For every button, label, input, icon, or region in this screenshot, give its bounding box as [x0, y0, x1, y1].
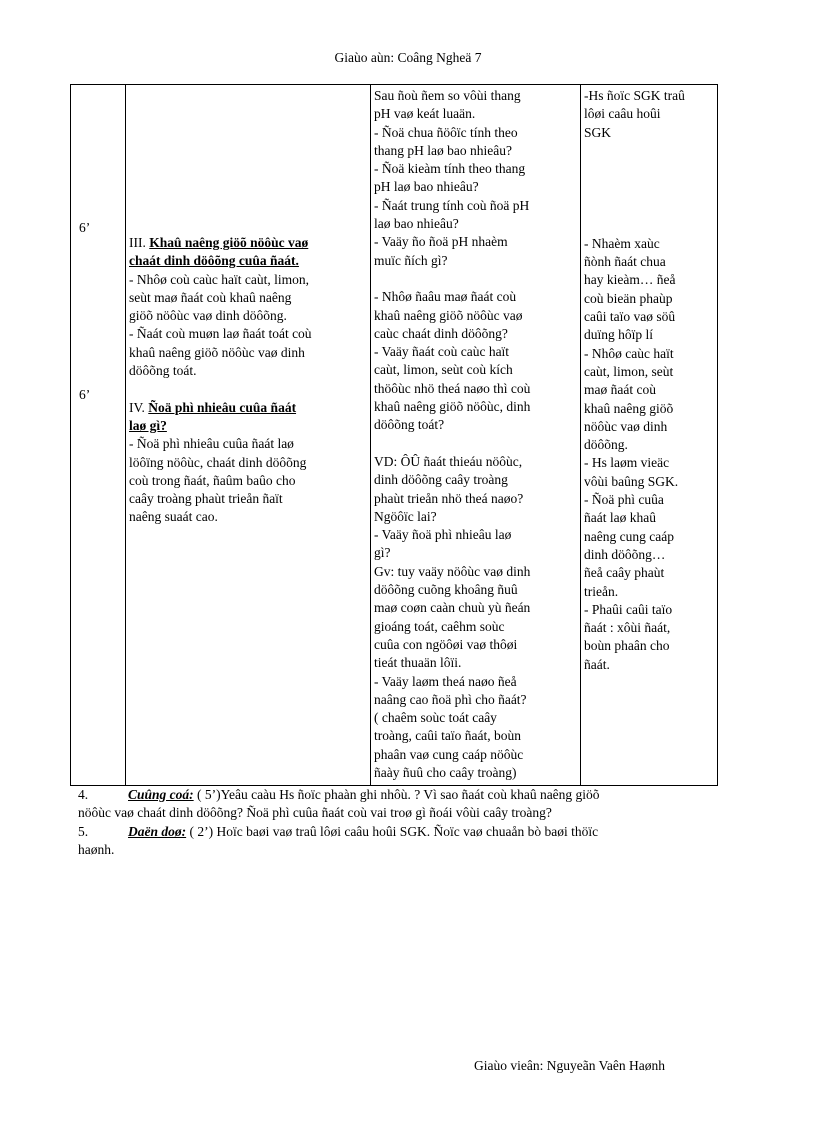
- student-line: coù bieän phaùp: [584, 290, 673, 306]
- student-line: nöôùc vaø dinh: [584, 418, 668, 434]
- note-item-4-cont: nöôùc vaø chaát dinh döôõng? Ñoä phì cuûa ñaát coù vai troø gì ñoái vôùi caây troàng?: [78, 805, 552, 821]
- content-line: - Nhôø coù caùc haït caùt, limon,: [129, 271, 309, 287]
- student-line: - Nhaèm xaùc: [584, 235, 660, 251]
- teacher-line: troàng, caûi taïo ñaát, boùn: [374, 728, 521, 744]
- student-line: caùt, limon, seùt: [584, 363, 674, 379]
- student-line: khaû naêng giöõ: [584, 400, 674, 416]
- content-line: - Ñoä phì nhieâu cuûa ñaát laø: [129, 436, 294, 452]
- teacher-line: ñaày ñuû cho caây troàng): [374, 764, 517, 780]
- student-line: dinh döôõng…: [584, 546, 666, 562]
- note-item-5-cont: haønh.: [78, 841, 115, 857]
- lesson-table: [70, 84, 718, 786]
- content-line: seùt maø ñaát coù khaû naêng: [129, 289, 292, 305]
- teacher-line: VD: ÔÛ ñaát thieáu nöôùc,: [374, 453, 523, 469]
- student-line: maø ñaát coù: [584, 382, 656, 398]
- note-text: ( 5’)Yeâu caàu Hs ñoïc phaàn ghi nhôù. ? Vì sao ñaát coù khaû naêng giöõ: [193, 787, 600, 802]
- student-line: - Phaûi caûi taïo: [584, 601, 673, 617]
- student-line: hay kieàm… ñeå: [584, 272, 676, 288]
- content-column: [126, 85, 371, 786]
- teacher-line: muïc ñích gì?: [374, 252, 448, 268]
- student-line: SGK: [584, 124, 612, 140]
- section-4-heading: IV. Ñoä phì nhieâu cuûa ñaát: [129, 399, 297, 415]
- teacher-line: - Ñoä kieàm tính theo thang: [374, 161, 526, 177]
- student-line: ñaát laø khaû: [584, 510, 656, 526]
- content-line: - Ñaát coù muøn laø ñaát toát coù: [129, 326, 312, 342]
- note-text: ( 2’) Hoïc baøi vaø traû lôøi caâu hoûi SGK. Ñoïc vaø chuaån bò baøi thöïc: [186, 823, 599, 839]
- content-line: giöõ nöôùc vaø dinh döôõng.: [129, 308, 287, 324]
- note-label: Daën doø:: [128, 823, 187, 839]
- section-3-title-cont: chaát dinh döôõng cuûa ñaát.: [129, 253, 299, 269]
- teacher-line: - Vaäy ño ñoä pH nhaèm: [374, 234, 508, 250]
- teacher-line: - Vaäy laøm theá naøo ñeå: [374, 673, 517, 689]
- teacher-line: döôõng toát?: [374, 417, 445, 433]
- section-4-title: Ñoä phì nhieâu cuûa ñaát: [148, 399, 297, 415]
- student-line: ñaát : xôùi ñaát,: [584, 620, 671, 636]
- student-line: - Hs laøm vieäc: [584, 455, 670, 471]
- teacher-line: ( chaêm soùc toát caây: [374, 710, 497, 726]
- teacher-line: naâng cao ñoä phì cho ñaát?: [374, 691, 527, 707]
- content-line: caây troàng phaùt trieån ñaït: [129, 491, 283, 507]
- content-line: coù trong ñaát, ñaûm baûo cho: [129, 472, 296, 488]
- page-header: Giaùo aùn: Coâng Ngheä 7: [334, 50, 482, 65]
- teacher-line: Sau ñoù ñem so vôùi thang: [374, 88, 521, 103]
- student-activity-column: [581, 85, 718, 786]
- lesson-notes: [78, 786, 708, 859]
- teacher-line: [374, 435, 577, 453]
- content-line: döôõng toát.: [129, 363, 197, 379]
- teacher-line: khaû naêng giöõ nöôùc, dinh: [374, 399, 531, 415]
- teacher-line: cuûa con ngöôøi vaø thôøi: [374, 636, 518, 652]
- note-item-5: 5. Daën doø: ( 2’) Hoïc baøi vaø traû lôøi caâu hoûi SGK. Ñoïc vaø chuaån bò baøi thöïc: [78, 823, 599, 839]
- teacher-line: laø bao nhieâu?: [374, 216, 459, 232]
- student-line: ñònh ñaát chua: [584, 254, 666, 270]
- teacher-line: Ngöôïc lai?: [374, 508, 437, 524]
- teacher-line: caùt, limon, seùt coù kích: [374, 362, 513, 378]
- student-line: ñeå caây phaùt: [584, 565, 665, 581]
- teacher-line: pH vaø keát luaän.: [374, 106, 476, 122]
- student-line: duïng hôïp lí: [584, 327, 654, 343]
- section-4-title-cont: laø gì?: [129, 417, 167, 433]
- teacher-line: khaû naêng giöõ nöôùc vaø: [374, 307, 523, 323]
- student-line: - Ñoä phì cuûa: [584, 492, 664, 508]
- student-line: döôõng.: [584, 437, 628, 453]
- teacher-line: dinh döôõng caây troàng: [374, 472, 508, 488]
- teacher-line: gì?: [374, 545, 391, 561]
- teacher-line: maø coøn caàn chuù yù ñeán: [374, 600, 531, 616]
- student-line: boùn phaân cho: [584, 638, 670, 654]
- time-label: 6’: [79, 387, 91, 402]
- teacher-line: phaân vaø cung caáp nöôùc: [374, 746, 524, 762]
- student-line: - Nhôø caùc haït: [584, 345, 674, 361]
- section-3-title: Khaû naêng giöõ nöôùc vaø: [149, 235, 309, 250]
- teacher-line: tieát thuaän lôïi.: [374, 655, 462, 671]
- student-line: vôùi baûng SGK.: [584, 473, 679, 489]
- teacher-line: - Vaäy ñaát coù caùc haït: [374, 344, 510, 360]
- student-line: caûi taïo vaø söû: [584, 309, 676, 325]
- teacher-line: - Vaäy ñoä phì nhieâu laø: [374, 527, 512, 543]
- table-row: [71, 85, 718, 786]
- time-column: [71, 85, 126, 786]
- student-line: lôøi caâu hoûi: [584, 106, 661, 122]
- content-line: naêng suaát cao.: [129, 509, 218, 525]
- teacher-line: - Nhôø ñaâu maø ñaát coù: [374, 289, 517, 305]
- teacher-line: pH laø bao nhieâu?: [374, 179, 479, 195]
- teacher-line: - Ñaát trung tính coù ñoä pH: [374, 197, 530, 213]
- section-3-heading: III. Khaû naêng giöõ nöôùc vaø: [129, 235, 309, 250]
- note-item-4: 4. Cuûng coá: ( 5’)Yeâu caàu Hs ñoïc phaàn ghi nhôù. ? Vì sao ñaát coù khaû naêng giöõ: [78, 787, 600, 802]
- note-label: Cuûng coá:: [128, 787, 194, 802]
- teacher-line: gioáng toát, caêhm soùc: [374, 618, 505, 634]
- student-line: ñaát.: [584, 656, 610, 672]
- time-label: 6’: [79, 220, 91, 235]
- teacher-line: [374, 270, 577, 288]
- teacher-activity-column: [371, 85, 581, 786]
- teacher-line: caùc chaát dinh döôõng?: [374, 325, 508, 341]
- teacher-line: - Ñoä chua ñöôïc tính theo: [374, 124, 518, 140]
- content-line: khaû naêng giöõ nöôùc vaø dinh: [129, 344, 305, 360]
- content-line: löôïng nöôùc, chaát dinh döôõng: [129, 454, 307, 470]
- student-line: trieån.: [584, 583, 619, 599]
- student-line: -Hs ñoïc SGK traû: [584, 88, 685, 103]
- teacher-line: thöôùc nhö theá naøo thì coù: [374, 380, 531, 396]
- teacher-signature: Giaùo vieân: Nguyeãn Vaên Haønh: [474, 1058, 665, 1073]
- teacher-line: Gv: tuy vaäy nöôùc vaø dinh: [374, 563, 531, 579]
- teacher-line: döôõng cuõng khoâng ñuû: [374, 582, 518, 598]
- teacher-line: phaùt trieån nhö theá naøo?: [374, 490, 524, 506]
- student-line: naêng cung caáp: [584, 528, 674, 544]
- teacher-line: thang pH laø bao nhieâu?: [374, 142, 512, 158]
